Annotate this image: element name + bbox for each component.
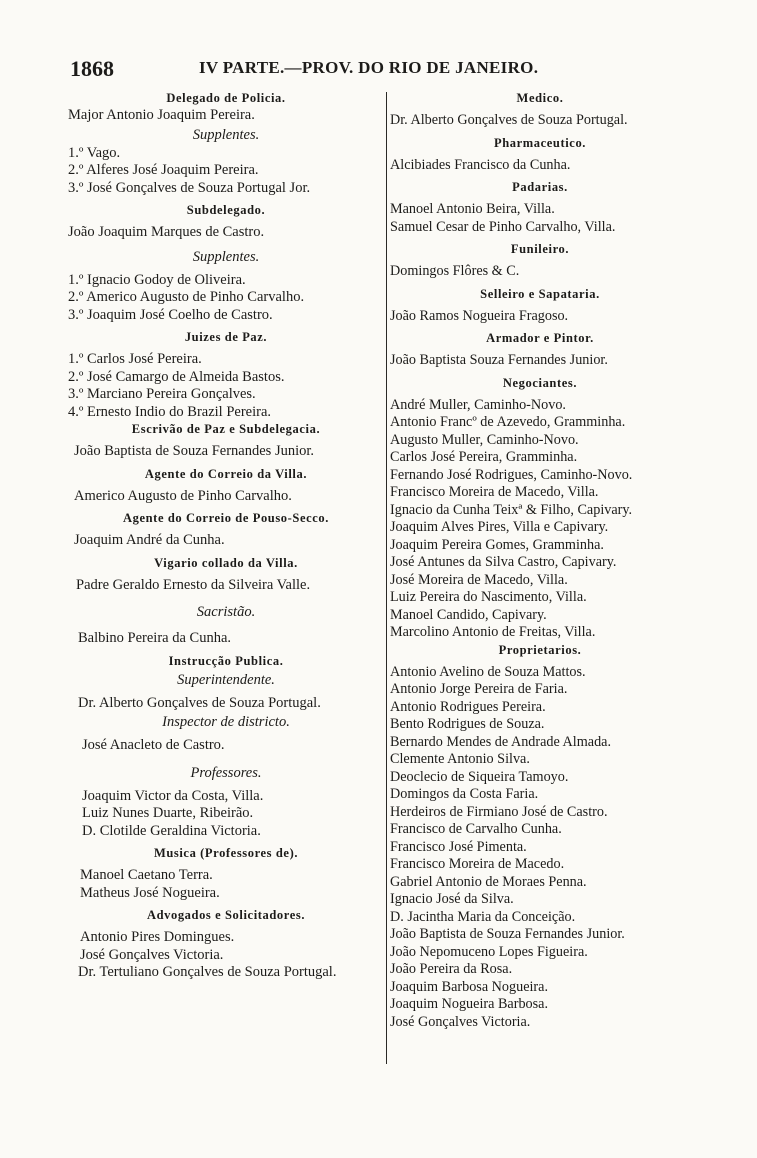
entry: Domingos Flôres & C.	[390, 263, 520, 279]
entry: 3.º Joaquim José Coelho de Castro.	[68, 306, 273, 323]
section-heading: Agente do Correio da Villa.	[144, 466, 308, 481]
entry: João Ramos Nogueira Fragoso.	[390, 307, 569, 324]
entry: Luiz Nunes Duarte, Ribeirão.	[82, 805, 254, 821]
entry: Joaquim Victor da Costa, Villa.	[82, 787, 264, 804]
entry: Joaquim Barbosa Nogueira.	[390, 978, 548, 995]
entry: Francisco de Carvalho Cunha.	[390, 821, 562, 837]
section-heading: Delegado de Policia.	[166, 91, 286, 105]
entry: Ignacio da Cunha Teixª & Filho, Capivary.	[390, 501, 633, 518]
entry: Major Antonio Joaquim Pereira.	[68, 107, 255, 123]
entry: 4.º Ernesto Indio do Brazil Pereira.	[68, 403, 272, 420]
entry: Dr. Alberto Gonçalves de Souza Portugal.	[78, 694, 321, 711]
entry: Dr. Tertuliano Gonçalves de Souza Portugal.	[78, 964, 337, 980]
entry: Marcolino Antonio de Freitas, Villa.	[390, 624, 596, 640]
entry: D. Jacintha Maria da Conceição.	[390, 908, 576, 925]
section-subheading: Sacristão.	[196, 604, 256, 620]
entry: 3.º Marciano Pereira Gonçalves.	[68, 386, 256, 402]
entry: Herdeiros de Firmiano José de Castro.	[390, 803, 608, 820]
entry: João Pereira da Rosa.	[390, 961, 513, 977]
entry: Francisco Moreira de Macedo.	[390, 856, 565, 872]
entry: Antonio Rodrigues Pereira.	[390, 698, 546, 715]
entry: Manoel Antonio Beira, Villa.	[390, 201, 555, 217]
entry: Ignacio José da Silva.	[390, 891, 514, 907]
entry: João Baptista de Souza Fernandes Junior.	[390, 926, 625, 942]
section-subheading: Superintendente.	[177, 671, 275, 688]
section-heading: Pharmaceutico.	[493, 135, 587, 150]
entry: Francisco Moreira de Macedo, Villa.	[390, 484, 599, 500]
entry: Joaquim André da Cunha.	[74, 532, 225, 548]
entry: Matheus José Nogueira.	[80, 884, 220, 901]
entry: Joaquim Pereira Gomes, Gramminha.	[390, 536, 604, 553]
entry: João Joaquim Marques de Castro.	[68, 224, 265, 240]
entry: Domingos da Costa Faria.	[390, 786, 539, 802]
entry: 1.º Carlos José Pereira.	[68, 351, 202, 367]
entry: Manoel Caetano Terra.	[80, 867, 213, 883]
entry: 1.º Vago.	[68, 144, 121, 161]
entry: Gabriel Antonio de Moraes Penna.	[390, 873, 587, 890]
entry: Samuel Cesar de Pinho Carvalho, Villa.	[390, 218, 616, 235]
entry: João Baptista Souza Fernandes Junior.	[390, 352, 608, 368]
entry: 2.º José Camargo de Almeida Bastos.	[68, 368, 285, 385]
left-column	[68, 90, 384, 982]
entry: Francisco José Pimenta.	[390, 838, 527, 855]
entry: Manoel Candido, Capivary.	[390, 606, 547, 623]
entry: Balbino Pereira da Cunha.	[78, 630, 232, 646]
entry: Fernando José Rodrigues, Caminho-Novo.	[390, 466, 633, 483]
section-subheading: Supplentes.	[192, 126, 260, 143]
right-column	[390, 90, 690, 1031]
section-heading: Musica (Professores de).	[153, 846, 299, 860]
entry: José Gonçalves Victoria.	[80, 946, 224, 963]
page-header	[0, 56, 757, 86]
entry: Americo Augusto de Pinho Carvalho.	[74, 487, 292, 504]
entry: D. Clotilde Geraldina Victoria.	[82, 822, 261, 839]
entry: João Baptista de Souza Fernandes Junior.	[74, 443, 315, 459]
entry: Padre Geraldo Ernesto da Silveira Valle.	[76, 576, 311, 593]
section-heading: Padarias.	[512, 180, 568, 194]
section-heading: Agente do Correio de Pouso-Secco.	[123, 511, 329, 525]
entry: José Moreira de Macedo, Villa.	[390, 571, 568, 588]
running-title: IV PARTE.—PROV. DO RIO DE JANEIRO.	[199, 58, 539, 77]
column-divider	[386, 92, 387, 1064]
entry: Antonio Pires Domingues.	[80, 929, 235, 945]
section-heading: Juizes de Paz.	[184, 330, 268, 344]
entry: Antonio Francº de Azevedo, Gramminha.	[390, 414, 626, 430]
entry: André Muller, Caminho-Novo.	[390, 396, 566, 413]
entry: José Antunes da Silva Castro, Capivary.	[390, 554, 617, 570]
section-heading: Medico.	[516, 91, 564, 105]
section-heading: Funileiro.	[510, 242, 570, 256]
section-heading: Instrucção Publica.	[168, 653, 284, 668]
entry: Bernardo Mendes de Andrade Almada.	[390, 733, 612, 750]
entry: 1.º Ignacio Godoy de Oliveira.	[68, 271, 246, 288]
entry: Clemente Antonio Silva.	[390, 751, 530, 767]
entry: 2.º Alferes José Joaquim Pereira.	[68, 162, 259, 178]
entry: Carlos José Pereira, Gramminha.	[390, 449, 578, 465]
section-heading: Advogados e Solicitadores.	[146, 908, 306, 922]
section-heading: Armador e Pintor.	[486, 331, 594, 345]
section-subheading: Supplentes.	[192, 248, 260, 265]
entry: Antonio Avelino de Souza Mattos.	[390, 663, 586, 680]
entry: Augusto Muller, Caminho-Novo.	[390, 431, 579, 448]
entry: Alcibiades Francisco da Cunha.	[390, 156, 571, 173]
section-heading: Vigario collado da Villa.	[154, 555, 298, 570]
entry: Joaquim Alves Pires, Villa e Capivary.	[390, 519, 609, 535]
section-heading: Negociantes.	[502, 375, 578, 390]
entry: João Nepomuceno Lopes Figueira.	[390, 943, 588, 960]
section-subheading: Professores.	[190, 764, 262, 781]
entry: Antonio Jorge Pereira de Faria.	[390, 681, 568, 697]
entry: 3.º José Gonçalves de Souza Portugal Jor.	[68, 179, 311, 196]
entry: Deoclecio de Siqueira Tamoyo.	[390, 768, 569, 785]
entry: José Gonçalves Victoria.	[390, 1013, 531, 1030]
section-heading: Subdelegado.	[186, 203, 266, 217]
entry: Luiz Pereira do Nascimento, Villa.	[390, 589, 587, 605]
page-number: 1868	[70, 56, 114, 81]
section-heading: Selleiro e Sapataria.	[480, 286, 600, 301]
entry: José Anacleto de Castro.	[82, 737, 225, 753]
entry: 2.º Americo Augusto de Pinho Carvalho.	[68, 289, 305, 305]
section-heading: Escrivão de Paz e Subdelegacia.	[131, 422, 321, 436]
section-subheading: Inspector de districto.	[162, 714, 290, 730]
section-heading: Proprietarios.	[498, 642, 582, 657]
entry: Bento Rodrigues de Souza.	[390, 716, 545, 732]
entry: Dr. Alberto Gonçalves de Souza Portugal.	[390, 112, 628, 128]
entry: Joaquim Nogueira Barbosa.	[390, 996, 548, 1012]
